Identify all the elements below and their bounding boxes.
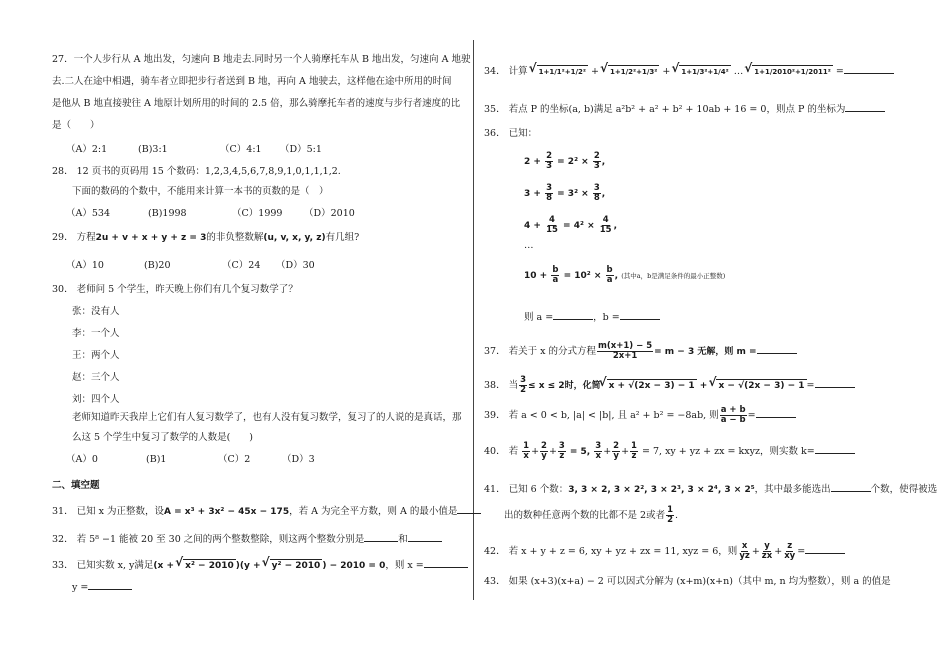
question-35 xyxy=(484,102,885,116)
q36-answer: 则 a = ，b = xyxy=(524,310,660,324)
q33-suffix: ，则 x = xyxy=(385,560,424,571)
q36-a-blank[interactable] xyxy=(553,310,593,320)
q37-answer-blank[interactable] xyxy=(757,344,797,354)
q28-option-b: (B)1998 xyxy=(148,208,187,219)
q35-text: 35． 若点 P 的坐标(a, b)满足 a²b² + a² + b² + 10ab + 16 = 0，则点 P 的坐标为 xyxy=(484,104,846,115)
q30-option-a: （A）0 xyxy=(66,454,98,465)
question-40: 40． 若 $\frac{1}{x}$ + $\frac{2}{y}$ + $\frac{3}{z}$ = 5, $\frac{3}{x}$ + $\frac{2}{y}$ + $\frac{1}{z}$ = 7, xy + yz + zx = kxyz，则实数 k= xyxy=(484,442,855,461)
q33-expr-a: (x + xyxy=(153,561,178,571)
q42-answer-blank[interactable] xyxy=(805,544,845,554)
q28-line-1: 28． 12 页书的页码用 15 个数码：1,2,3,4,5,6,7,8,9,1,0,1,1,1,2. xyxy=(52,166,341,177)
question-31 xyxy=(52,504,481,518)
q32-answer-blank-1[interactable] xyxy=(364,532,398,542)
q29-prefix: 29． 方程 xyxy=(52,232,96,243)
question-43: 43． 如果 (x+3)(x+a) − 2 可以因式分解为 (x+m)(x+n)（其中 m, n 均为整数），则 a 的值是 xyxy=(484,576,891,587)
question-34: 34． 计算 √ 1+1/1²+1/2² + √ 1+1/2²+1/3² + √ 1+1/3²+1/4² … √ 1+1/2010²+1/2011² = xyxy=(484,64,894,78)
q28-option-c: （C）1999 xyxy=(232,208,283,219)
q30-option-d: （D）3 xyxy=(282,454,315,465)
q31-answer-blank[interactable] xyxy=(457,504,481,514)
q30-option-c: （C）2 xyxy=(218,454,251,465)
q28-option-d: （D）2010 xyxy=(304,208,355,219)
q31-suffix: ，若 A 为完全平方数，则 A 的最小值是 xyxy=(289,506,458,517)
q29-middle: 的非负整数解 xyxy=(206,232,264,243)
question-39: 39． 若 a < 0 < b, |a| < |b|, 且 a² + b² = −8ab, 则 $\frac{a + b}{a - b}$ = xyxy=(484,406,796,425)
q34-term-3: √ 1+1/3²+1/4² xyxy=(679,65,730,78)
q34-term-last: √ 1+1/2010²+1/2011² xyxy=(752,65,833,78)
q28-line-2: 下面的数码的个数中，不能用来计算一本书的页数的是（ ） xyxy=(72,186,329,197)
q27-line-2: 去.二人在途中相遇，骑车者立即把步行者送到 B 地，再向 A 地驶去，这样他在途中所用的时间 xyxy=(52,76,452,87)
q33-sqrt-b: √ y² − 2010 xyxy=(270,559,323,572)
q39-fraction: $\frac{a + b}{a - b}$ xyxy=(720,405,746,425)
q27-line-4: 是（ ） xyxy=(52,120,100,131)
q30-line-5: 赵：三个人 xyxy=(72,372,120,383)
q31-expression: A = x³ + 3x² − 45x − 175 xyxy=(164,507,290,517)
q29-option-d: （D）30 xyxy=(276,260,315,271)
q34-equals: = xyxy=(835,66,844,77)
q29-option-c: （C）24 xyxy=(222,260,261,271)
q29-suffix: 有几组? xyxy=(325,232,360,243)
q30-line-4: 王：两个人 xyxy=(72,350,120,361)
section-title: 二、填空题 xyxy=(52,480,100,491)
q36-eq-2: 3 + $\frac{3}{8}$ = 3² × $\frac{3}{8}$ , xyxy=(524,183,606,203)
question-38: 38． 当 $\frac{3}{2}$ ≤ x ≤ 2时，化简√ x + √(2x − 3) − 1 + √ x − √(2x − 3) − 1 = xyxy=(484,376,855,395)
q34-answer-blank[interactable] xyxy=(844,64,894,74)
q30-line-3: 李：一个人 xyxy=(72,328,120,339)
q33-y-label: y = xyxy=(72,582,89,593)
q31-prefix: 31． 已知 x 为正整数，设 xyxy=(52,506,165,517)
q30-line-6: 刘：四个人 xyxy=(72,394,120,405)
q27-line-1: 27．一个人步行从 A 地出发，匀速向 B 地走去.同时另一个人骑摩托车从 B 地出发，匀速向 A 地驶 xyxy=(52,54,471,65)
q33-x-blank[interactable] xyxy=(424,558,468,568)
q33-prefix: 33． 已知实数 x, y满足 xyxy=(52,560,154,571)
question-32 xyxy=(52,532,442,546)
q39-answer-blank[interactable] xyxy=(756,408,796,418)
q27-option-a: （A）2:1 xyxy=(66,144,108,155)
q37-fraction: $\frac{m(x+1) - 5}{2x+1}$ xyxy=(598,341,653,361)
q29-option-a: （A）10 xyxy=(66,260,104,271)
question-42: 42． 若 x + y + z = 6, xy + yz + zx = 11, xyz = 6，则 $\frac{x}{yz}$ + $\frac{y}{zx}$ + $\frac{z}{xy}$ = xyxy=(484,542,845,561)
q34-term-2: √ 1+1/2²+1/3² xyxy=(608,65,659,78)
q34-term-1: √ 1+1/1²+1/2² xyxy=(537,65,588,78)
q33-expr-b: )(y + xyxy=(235,561,264,571)
question-41-line-2: 出的数种任意两个数的比都不是 2或者 $\frac{1}{2}$ . xyxy=(504,505,679,525)
q33-sqrt-a: √ x² − 2010 xyxy=(183,559,236,572)
q30-option-b: (B)1 xyxy=(146,454,167,465)
question-41-line-1: 41． 已知 6 个数：3, 3 × 2, 3 × 2², 3 × 2³, 3 × 2⁴, 3 × 2⁵，其中最多能选出 个数，使得被选 xyxy=(484,484,938,495)
q28-option-a: （A）534 xyxy=(66,208,110,219)
q36-b-blank[interactable] xyxy=(620,310,660,320)
q36-eq-4: 10 + $\frac{b}{a}$ = 10² × $\frac{b}{a}$ , (其中a，b是满足条件的最小正整数) xyxy=(524,265,726,285)
q27-option-c: （C）4:1 xyxy=(220,144,262,155)
q34-ellipsis: … xyxy=(733,66,744,77)
q36-dots: … xyxy=(524,240,534,251)
q33-y-line xyxy=(72,580,132,594)
q32-prefix: 32． 若 5⁸ −1 能被 20 至 30 之间的两个整数整除，则这两个整数分别是 xyxy=(52,534,365,545)
q30-line-7: 老师知道昨天我岸上它们有人复习数学了，也有人没有复习数学，复习了的人说的是真话，那 xyxy=(72,412,462,423)
q30-line-2: 张：没有人 xyxy=(72,306,120,317)
q34-prefix: 34． 计算 xyxy=(484,66,528,77)
q40-answer-blank[interactable] xyxy=(815,444,855,454)
question-33 xyxy=(52,558,468,572)
q38-sqrt-b: √ x − √(2x − 3) − 1 xyxy=(716,379,806,392)
q30-line-8: 么这 5 个学生中复习了数学的人数是( ) xyxy=(72,432,253,443)
q27-options xyxy=(66,144,322,156)
q30-options xyxy=(66,454,315,466)
q32-and: 和 xyxy=(398,534,408,545)
q33-y-blank[interactable] xyxy=(88,580,132,590)
q27-option-b: (B)3:1 xyxy=(138,144,168,155)
q27-option-d: （D）5:1 xyxy=(280,144,322,155)
q28-options xyxy=(66,208,355,220)
q30-line-1: 30． 老师问 5 个学生，昨天晚上你们有几个复习数学了？ xyxy=(52,284,298,295)
q29-options xyxy=(66,260,315,272)
q29-line xyxy=(52,232,359,244)
q36-eq-1: 2 + $\frac{2}{3}$ = 2² × $\frac{2}{3}$ , xyxy=(524,151,606,171)
q35-answer-blank[interactable] xyxy=(845,102,885,112)
q29-tuple: (u, v, x, y, z) xyxy=(263,233,326,243)
q38-sqrt-a: √ x + √(2x − 3) − 1 xyxy=(607,379,697,392)
q36-eq-3: 4 + $\frac{4}{15}$ = 4² × $\frac{4}{15}$ , xyxy=(524,215,618,235)
q38-answer-blank[interactable] xyxy=(815,378,855,388)
q36-note: (其中a，b是满足条件的最小正整数) xyxy=(621,272,726,280)
q36-label: 36． 已知： xyxy=(484,128,538,139)
q41-answer-blank[interactable] xyxy=(831,482,871,492)
q29-equation: 2u + v + x + y + z = 3 xyxy=(95,233,207,243)
q29-option-b: (B)20 xyxy=(144,260,171,271)
q27-line-3: 是他从 B 地直接驶往 A 地原计划所用的时间的 2.5 倍，那么骑摩托车者的速度与步行者速度的比 xyxy=(52,98,461,109)
q32-answer-blank-2[interactable] xyxy=(408,532,442,542)
q33-expr-c: ) − 2010 = 0 xyxy=(322,561,386,571)
question-37: 37． 若关于 x 的分式方程 $\frac{m(x+1) - 5}{2x+1}$ = m − 3 无解，则 m = xyxy=(484,342,797,361)
